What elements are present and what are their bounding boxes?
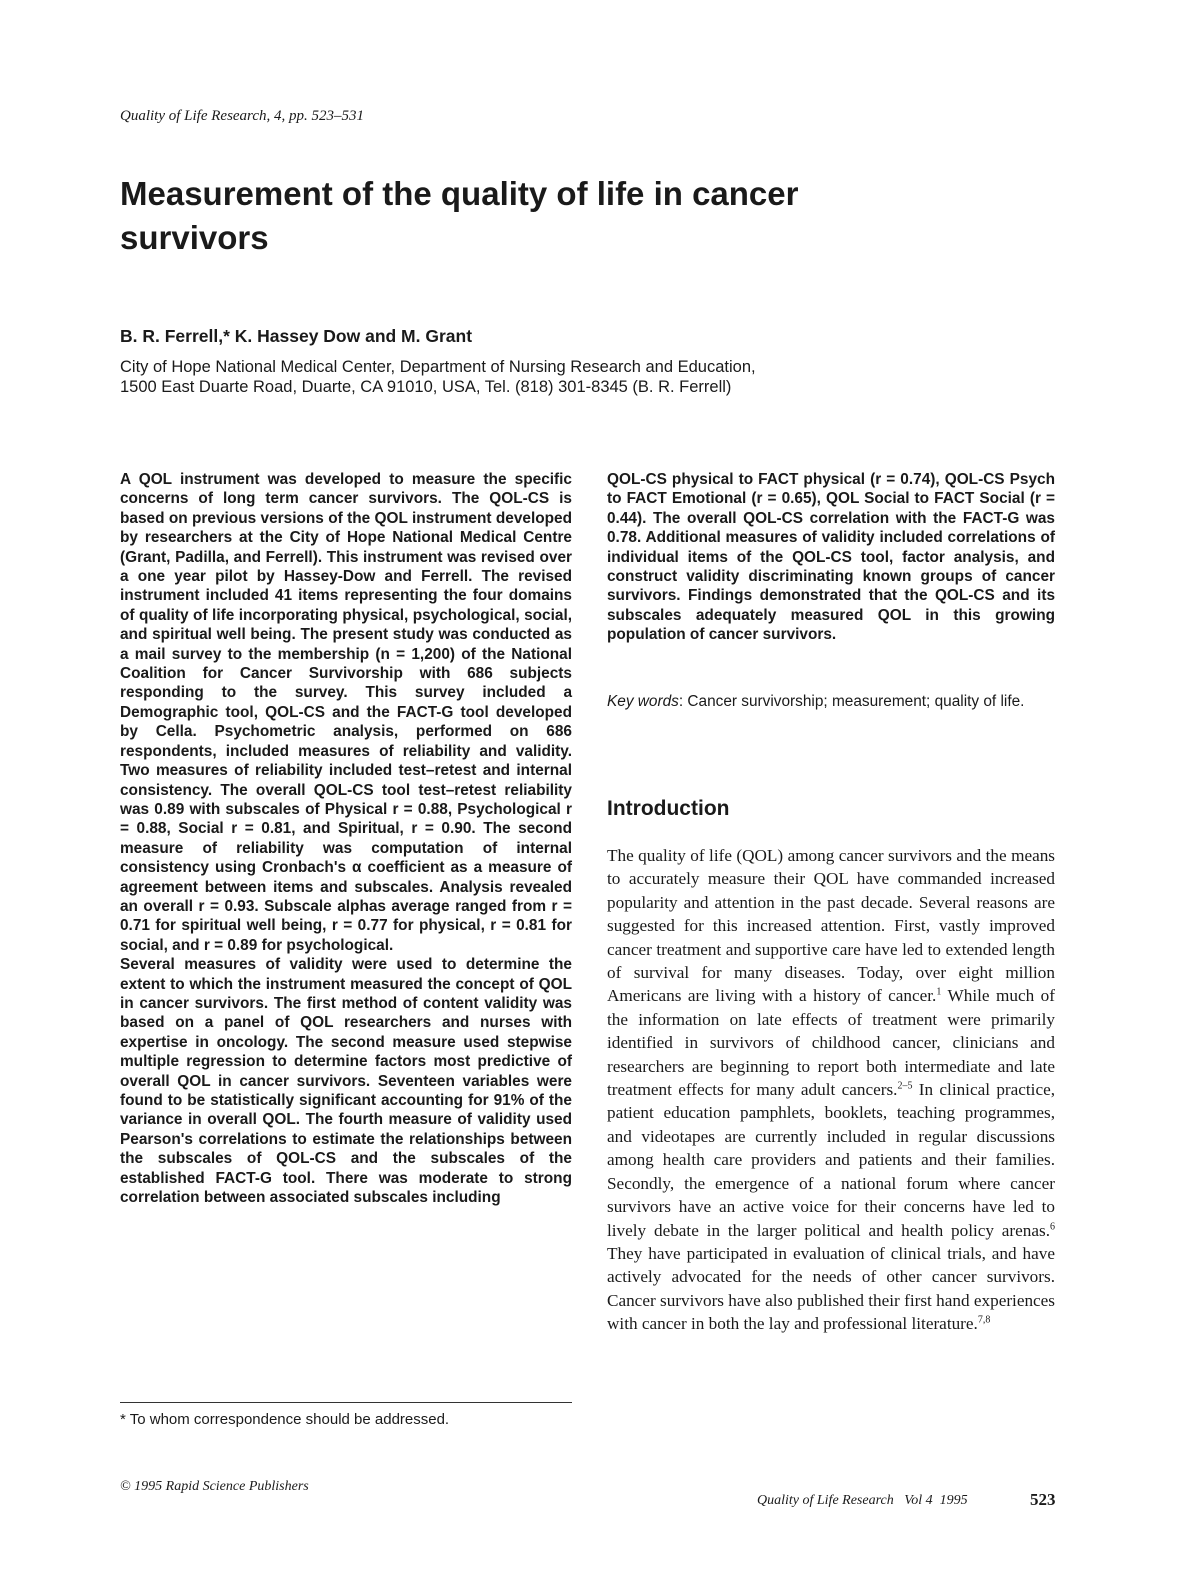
introduction-body <box>607 844 1055 1336</box>
article-title: Measurement of the quality of life in cancer survivors <box>120 175 799 256</box>
intro-text-2: While much of the information on late effects of treatment were primarily identified in survivors of childhood cancer, clinicians and researchers are beginning to report both intermediate and late treatment effects for many adult cancers. <box>607 986 1055 1100</box>
abstract-paragraph-1: A QOL instrument was developed to measure the specific concerns of long term cancer survivors. The QOL-CS is based on previous versions of the QOL instrument developed by researchers at the City of Hope National Medical Centre (Grant, Padilla, and Ferrell). This instrument was revised over a one year pilot by Hassey-Dow and Ferrell. The revised instrument included 41 items representing the four domains of quality of life incorporating physical, psychological, social, and spiritual well being. The present study was conducted as a mail survey to the membership (n = 1,200) of the National Coalition for Cancer Survivorship with 686 subjects responding to the survey. This survey included a Demographic tool, QOL-CS and the FACT-G tool developed by Cella. Psychometric analysis, performed on 686 respondents, included measures of reliability and validity. Two measures of reliability included test–retest and internal consistency. The overall QOL-CS tool test–retest reliability was 0.89 with subscales of Physical r = 0.88, Psychological r = 0.88, Social r = 0.81, and Spiritual, r = 0.90. The second measure of reliability was computation of internal consistency using Cronbach's α coefficient as a measure of agreement between items and subscales. Analysis revealed an overall r = 0.93. Subscale alphas average ranged from r = 0.71 for spiritual well being, r = 0.77 for physical, r = 0.81 for social, and r = 0.89 for psychological. <box>120 471 572 954</box>
abstract-left-column <box>120 470 572 1207</box>
intro-text-4: They have participated in evaluation of clinical trials, and have actively advocated for the needs of other cancer survivors. Cancer survivors have also published their first hand experiences with cancer in both the lay and professional literature. <box>607 1243 1055 1334</box>
copyright-notice: © 1995 Rapid Science Publishers <box>120 1479 309 1494</box>
author-list: B. R. Ferrell,* K. Hassey Dow and M. Grant <box>120 326 473 346</box>
intro-text-3: In clinical practice, patient education pamphlets, booklets, teaching programmes, and videotapes are currently included in regular discussions among health care providers and patients and their families. Secondly, the emergence of a national forum where cancer survivors have an active voice for their concerns have led to lively debate in the larger political and health policy arenas. <box>607 1080 1055 1240</box>
keywords-text: : Cancer survivorship; measurement; quality of life. <box>678 693 1025 710</box>
citation-ref: 6 <box>1050 1220 1055 1232</box>
abstract-continuation: QOL-CS physical to FACT physical (r = 0.74), QOL-CS Psych to FACT Emotional (r = 0.65), QOL Social to FACT Social (r = 0.44). The overall QOL-CS correlation with the FACT-G was 0.78. Additional measures of validity included correlations of individual items of the QOL-CS tool, factor analysis, and construct validity discriminating known groups of cancer survivors. Findings demonstrated that the QOL-CS and its subscales adequately measured QOL in this growing population of cancer survivors. <box>607 471 1055 644</box>
footnote: * To whom correspondence should be addressed. <box>120 1411 450 1428</box>
journal-reference: Quality of Life Research, 4, pp. 523–531 <box>120 108 364 124</box>
page-number: 523 <box>1030 1490 1056 1509</box>
abstract-paragraph-2: Several measures of validity were used to determine the extent to which the instrument measured the concept of QOL in cancer survivors. The first method of content validity was based on a panel of QOL researchers and nurses with expertise in oncology. The second measure used stepwise multiple regression to determine factors most predictive of overall QOL in cancer survivors. Seventeen variables were found to be statistically significant accounting for 91% of the variance in overall QOL. The fourth measure of validity used Pearson's correlations to estimate the relationships between the subscales of QOL-CS and the subscales of the established FACT-G tool. There was moderate to strong correlation between associated subscales including <box>120 956 572 1207</box>
running-footer: Quality of Life Research Vol 4 1995 <box>757 1493 968 1508</box>
keywords <box>607 692 1055 711</box>
footnote-divider <box>120 1402 572 1403</box>
author-affiliation: City of Hope National Medical Center, Department of Nursing Research and Education, 1500 East Duarte Road, Duarte, CA 91010, USA, Tel. (818) 301-8345 (B. R. Ferrell) <box>120 358 756 396</box>
citation-ref: 7,8 <box>977 1314 991 1326</box>
citation-ref: 2–5 <box>897 1080 913 1092</box>
keywords-label: Key words <box>607 693 679 710</box>
section-heading-introduction: Introduction <box>607 797 730 820</box>
intro-text-1: The quality of life (QOL) among cancer survivors and the means to accurately measure their QOL have commanded increased popularity and attention in the past decade. Several reasons are suggested for this increased attention. First, vastly improved cancer treatment and supportive care have led to extended length of survival for many diseases. Today, over eight million Americans are living with a history of cancer. <box>607 846 1055 1006</box>
citation-ref: 1 <box>936 986 942 998</box>
